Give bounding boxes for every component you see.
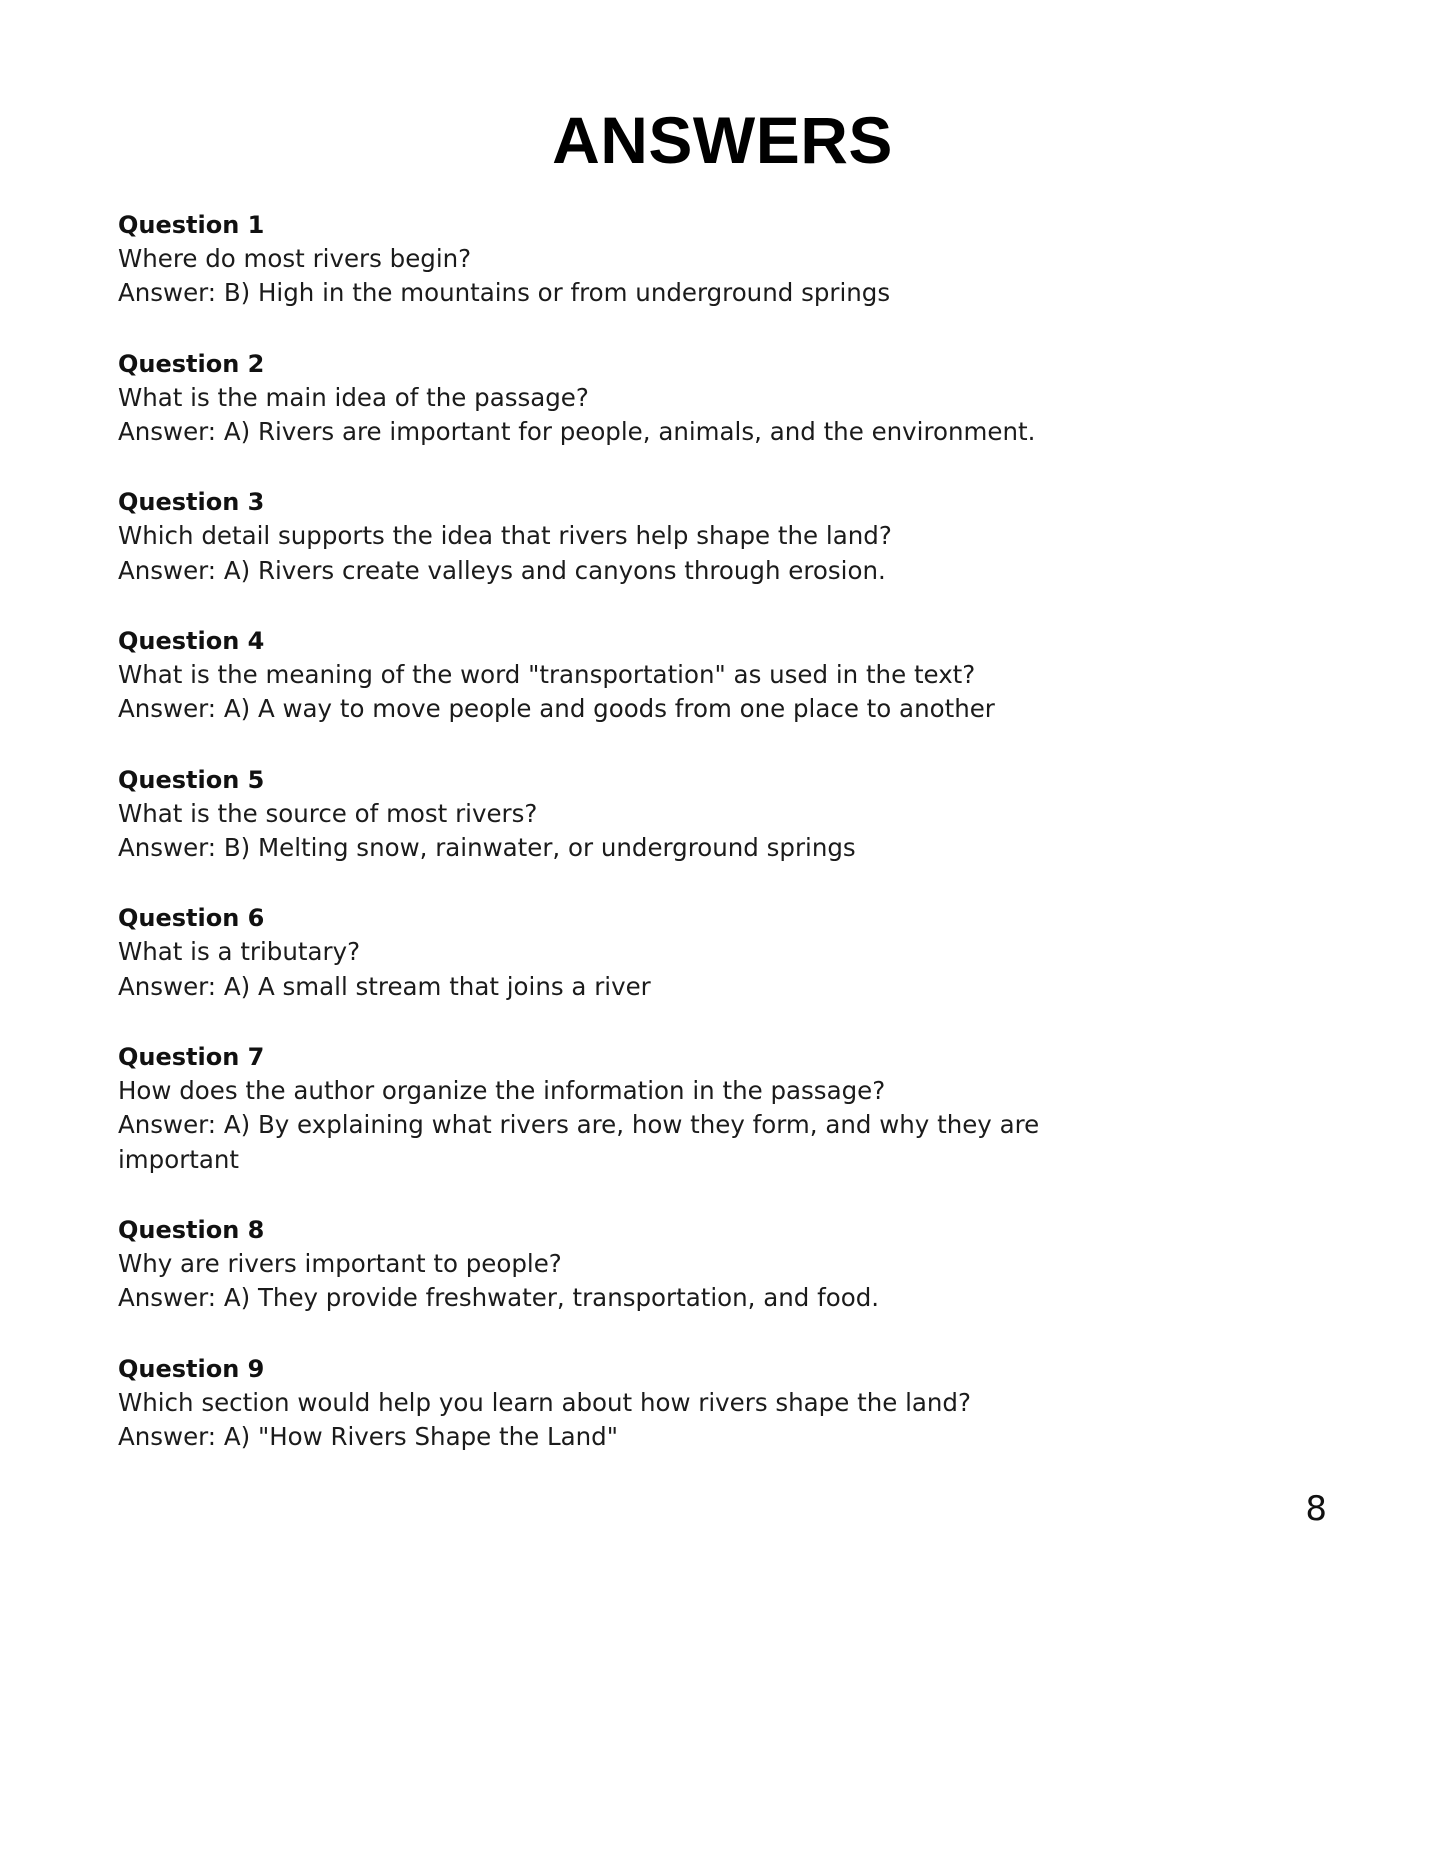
- question-heading: Question 9: [118, 1354, 265, 1383]
- answer-text: Answer: A) They provide freshwater, transportation, and food.: [118, 1283, 880, 1313]
- answer-block-3: [118, 485, 1128, 588]
- answer-text: Answer: A) Rivers create valleys and canyons through erosion.: [118, 555, 886, 585]
- answer-block-4: [118, 624, 1128, 727]
- question-heading: Question 1: [118, 211, 265, 239]
- question-heading: Question 6: [118, 904, 265, 933]
- page-title: ANSWERS: [552, 103, 893, 177]
- question-text: What is the source of most rivers?: [118, 798, 538, 828]
- answer-text: Answer: A) A way to move people and goods from one place to another: [118, 694, 995, 724]
- answer-block-6: [118, 901, 1128, 1004]
- question-text: Which detail supports the idea that rivers help shape the land?: [118, 521, 892, 551]
- answers-list: [118, 208, 1128, 1454]
- question-text: What is a tributary?: [118, 937, 361, 967]
- answer-block-8: [118, 1213, 1128, 1316]
- answer-text: Answer: B) High in the mountains or from underground springs: [118, 278, 891, 308]
- answer-text: Answer: A) "How Rivers Shape the Land": [118, 1422, 619, 1452]
- question-text: What is the meaning of the word "transportation" as used in the text?: [118, 660, 976, 690]
- question-heading: Question 3: [118, 488, 265, 517]
- answer-block-2: [118, 347, 1128, 450]
- question-text: Which section would help you learn about how rivers shape the land?: [118, 1387, 971, 1417]
- answer-text: Answer: A) Rivers are important for people, animals, and the environment.: [118, 417, 1036, 447]
- question-heading: Question 2: [118, 349, 265, 378]
- question-text: Where do most rivers begin?: [118, 244, 472, 274]
- question-heading: Question 5: [118, 765, 265, 794]
- question-text: Why are rivers important to people?: [118, 1249, 562, 1279]
- question-text: How does the author organize the information in the passage?: [118, 1076, 886, 1106]
- answer-text: Answer: A) By explaining what rivers are, how they form, and why they are important: [118, 1110, 1047, 1174]
- answer-text: Answer: B) Melting snow, rainwater, or underground springs: [118, 833, 856, 863]
- question-heading: Question 8: [118, 1216, 265, 1244]
- answer-block-7: [118, 1040, 1128, 1177]
- page-number: 8: [1305, 1489, 1327, 1529]
- answer-text: Answer: A) A small stream that joins a river: [118, 971, 651, 1001]
- question-heading: Question 4: [118, 627, 265, 656]
- answer-block-9: [118, 1352, 1128, 1455]
- question-heading: Question 7: [118, 1043, 265, 1072]
- answer-block-5: [118, 763, 1128, 866]
- question-text: What is the main idea of the passage?: [118, 382, 589, 412]
- answer-block-1: [118, 208, 1128, 311]
